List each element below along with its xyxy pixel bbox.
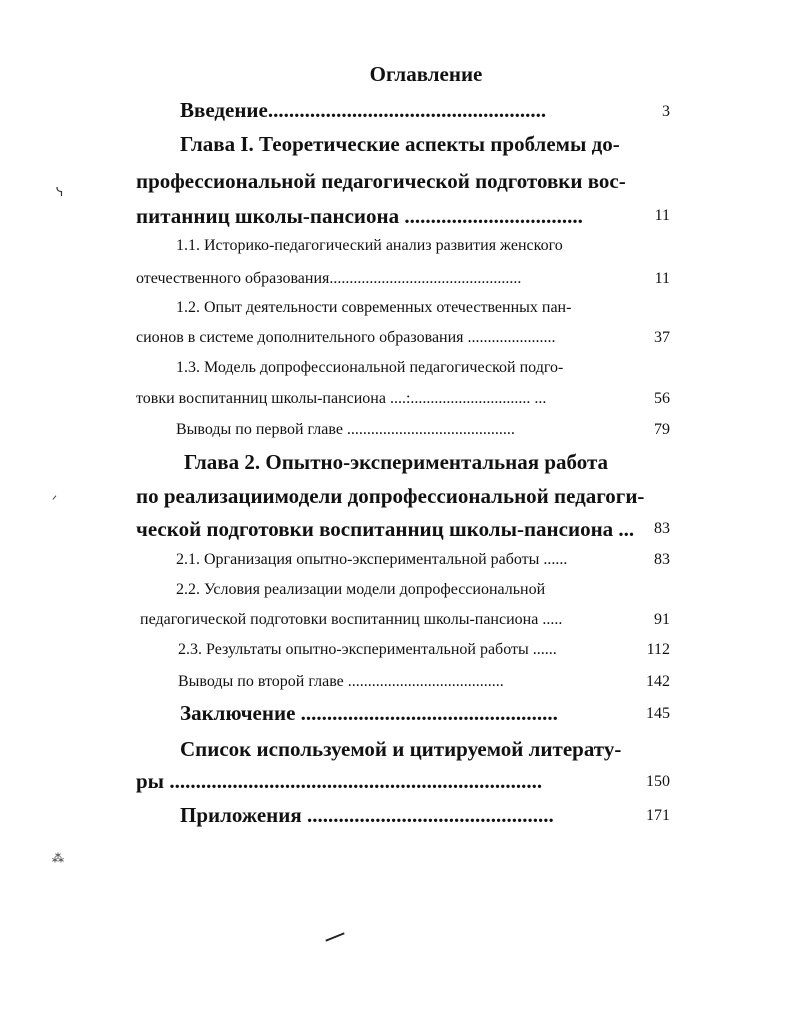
toc-entry-section-1-2: сионов в системе дополнительного образования ...................... xyxy=(136,329,556,346)
toc-entry-chapter-1: Глава I. Теоретические аспекты проблемы до- xyxy=(180,132,620,156)
toc-page-number: 11 xyxy=(654,270,670,287)
toc-page-number: 11 xyxy=(654,207,670,224)
toc-page-number: 56 xyxy=(654,390,670,407)
toc-entry-section-1-3: 1.3. Модель допрофессиональной педагогической подго- xyxy=(176,359,564,376)
toc-entry-section-1-1: 1.1. Историко-педагогический анализ развития женского xyxy=(176,237,563,254)
scan-speck: ⁂ xyxy=(52,851,64,865)
toc-page-number: 171 xyxy=(646,807,670,824)
toc-page-number: 145 xyxy=(646,705,670,722)
toc-page-number: 3 xyxy=(662,103,670,120)
toc-entry-section-2-3: 2.3. Результаты опытно-экспериментальной работы ...... xyxy=(178,641,557,658)
toc-entry-references: Список используемой и цитируемой литерату- xyxy=(180,737,622,761)
toc-entry-chapter-1: профессиональной педагогической подготовки вос- xyxy=(136,169,626,193)
toc-entry-section-1-3: товки воспитанниц школы-пансиона ....:.............................. ... xyxy=(136,390,547,407)
toc-entry-chapter-2: ческой подготовки воспитанниц школы-пансиона ... xyxy=(136,517,635,541)
toc-entry-appendices: Приложения ............................................... xyxy=(180,803,554,827)
toc-page-number: 83 xyxy=(654,520,670,537)
scan-pen-stroke xyxy=(325,932,344,941)
toc-page-number: 37 xyxy=(654,329,670,346)
scan-speck: ᐟ xyxy=(52,493,58,507)
toc-entry-section-2-2: педагогической подготовки воспитанниц школы-пансиона ..... xyxy=(140,611,563,628)
toc-entry-chapter-2: по реализациимодели допрофессиональной педагоги- xyxy=(136,484,645,508)
toc-entry-conclusions-1: Выводы по первой главе .......................................... xyxy=(176,421,515,438)
toc-entry-section-1-2: 1.2. Опыт деятельности современных отечественных пан- xyxy=(176,299,572,316)
toc-entry-conclusion: Заключение ................................................. xyxy=(180,701,558,725)
toc-entry-introduction: Введение..................................................... xyxy=(180,98,547,122)
toc-page-number: 150 xyxy=(646,773,670,790)
toc-entry-chapter-2: Глава 2. Опытно-экспериментальная работа xyxy=(184,450,609,474)
toc-page-number: 79 xyxy=(654,421,670,438)
toc-entry-references: ры ....................................................................... xyxy=(136,769,543,793)
toc-entry-chapter-1: питанниц школы-пансиона .................................. xyxy=(136,204,583,228)
toc-entry-conclusions-2: Выводы по второй главе ....................................... xyxy=(178,673,504,690)
toc-entry-section-2-1: 2.1. Организация опытно-экспериментальной работы ...... xyxy=(176,551,568,568)
toc-page-number: 83 xyxy=(654,551,670,568)
toc-page-number: 112 xyxy=(646,641,670,658)
toc-entry-section-1-1: отечественного образования................................................ xyxy=(136,270,522,287)
toc-title: Оглавление xyxy=(369,62,483,86)
toc-page-number: 142 xyxy=(646,673,670,690)
toc-page-number: 91 xyxy=(654,611,670,628)
scan-speck: ᓭ xyxy=(56,185,64,199)
toc-entry-section-2-2: 2.2. Условия реализации модели допрофессиональной xyxy=(176,581,546,598)
